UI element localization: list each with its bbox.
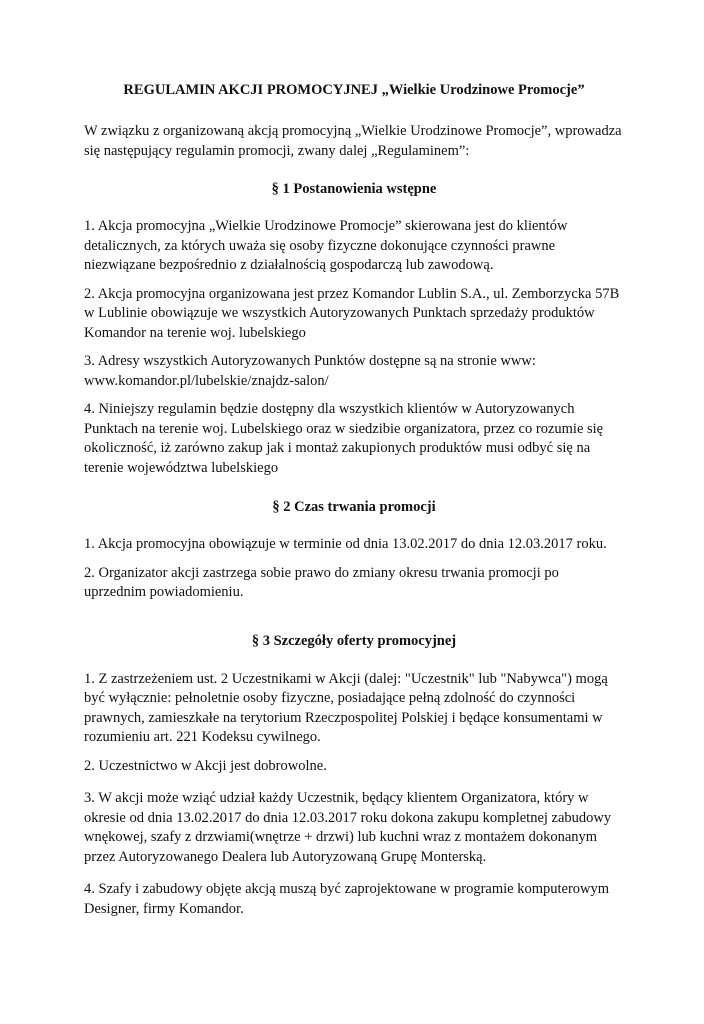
section-1-heading: § 1 Postanowienia wstępne	[271, 181, 437, 197]
section-3-paragraph-4: 4. Szafy i zabudowy objęte akcją muszą być zaprojektowane w programie komputerowym Designer, firmy Komandor.	[84, 881, 610, 917]
section-3-paragraph-3: 3. W akcji może wziąć udział każdy Uczestnik, będący klientem Organizatora, który w okresie od dnia 13.02.2017 do dnia 12.03.2017 roku dokona zakupu kompletnej zabudowy wnękowej, szafy z drzwiami(wnętrze + drzwi) lub kuchni wraz z montażem dokonanym przez Autoryzowanego Dealera lub Autoryzowaną Grupę Monterską.	[84, 790, 612, 865]
document-page	[84, 80, 624, 919]
section-1-paragraph-4: 4. Niniejszy regulamin będzie dostępny dla wszystkich klientów w Autoryzowanych Punktach na terenie woj. Lubelskiego oraz w siedzibie organizatora, przez co rozumie się okoliczność, iż zarówno zakup jak i montaż zakupionych produktów musi odbyć się na terenie województwa lubelskiego	[84, 401, 604, 476]
section-1-paragraph-2: 2. Akcja promocyjna organizowana jest przez Komandor Lublin S.A., ul. Zemborzycka 57B w Lublinie obowiązuje we wszystkich Autoryzowanych Punktach sprzedaży produktów Komandor na terenie woj. lubelskiego	[84, 285, 620, 341]
section-3-paragraph-1: 1. Z zastrzeżeniem ust. 2 Uczestnikami w Akcji (dalej: "Uczestnik" lub "Nabywca") mogą być wyłącznie: pełnoletnie osoby fizyczne, posiadające pełną zdolność do czynności prawnych, zamieszkałe na terytorium Rzeczpospolitej Polskiej i będące konsumentami w rozumieniu art. 221 Kodeksu cywilnego.	[84, 670, 608, 745]
section-1-paragraph-1: 1. Akcja promocyjna „Wielkie Urodzinowe Promocje” skierowana jest do klientów detalicznych, za których uważa się osoby fizyczne dokonujące czynności prawne niezwiązane bezpośrednio z działalnością gospodarczą lub zawodową.	[84, 218, 568, 273]
document-title: REGULAMIN AKCJI PROMOCYJNEJ „Wielkie Urodzinowe Promocje”	[123, 82, 585, 98]
intro-paragraph: W związku z organizowaną akcją promocyjną „Wielkie Urodzinowe Promocje”, wprowadza się następujący regulamin promocji, zwany dalej „Regulaminem”:	[84, 123, 622, 159]
section-2-paragraph-1: 1. Akcja promocyjna obowiązuje w terminie od dnia 13.02.2017 do dnia 12.03.2017 roku.	[84, 536, 607, 552]
section-2-paragraph-2: 2. Organizator akcji zastrzega sobie prawo do zmiany okresu trwania promocji po uprzednim powiadomieniu.	[84, 564, 559, 600]
section-2-heading: § 2 Czas trwania promocji	[272, 499, 436, 515]
section-3-paragraph-2: 2. Uczestnictwo w Akcji jest dobrowolne.	[84, 757, 327, 774]
section-3-heading: § 3 Szczegóły oferty promocyjnej	[251, 632, 457, 649]
section-1-paragraph-3: 3. Adresy wszystkich Autoryzowanych Punktów dostępne są na stronie www: www.komandor.pl/lubelskie/znajdz-salon/	[84, 353, 536, 389]
